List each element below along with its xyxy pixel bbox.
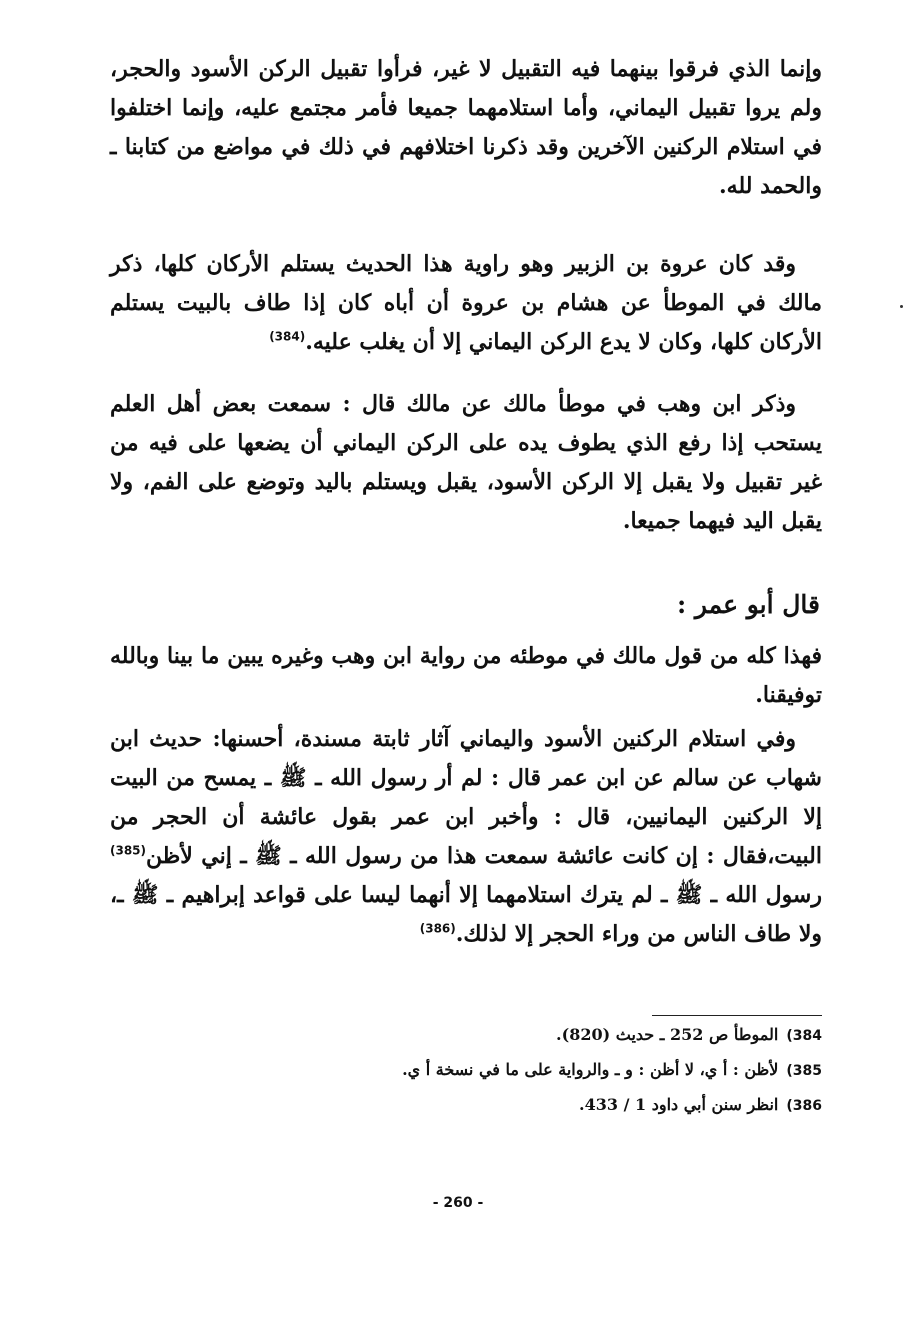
paragraph-2 (110, 245, 822, 362)
section-heading: قال أبو عمر : (676, 590, 820, 619)
paragraph-1 (110, 50, 822, 206)
footnote-384 (200, 1018, 822, 1053)
paragraph-3-text: وذكر ابن وهب في موطأ مالك عن مالك قال : سمعت بعض أهل العلم يستحب إذا رفع الذي يطوف يده على الركن اليماني أن يضعها على فيه من غير تقبيل ولا يقبل إلا الركن الأسود، يقبل ويستلم باليد وتوضع على الفم، ولا يقبل اليد فيهما جميعا. (110, 391, 822, 534)
paragraph-5-part-a: وفي استلام الركنين الأسود واليماني آثار ثابتة مسندة، أحسنها: حديث ابن شهاب عن سالم عن ابن عمر قال : لم أر رسول الله ـ ﷺ ـ يمسح من البيت إلا الركنين اليمانيين، قال : وأخبر ابن عمر بقول عائشة أن الحجر من البيت،فقال : إن كانت عائشة سمعت هذا من رسول الله ـ ﷺ ـ إني لأظن (110, 726, 822, 869)
footnote-text: لأظن : أ ي، لا أظن : و ـ والرواية على ما في نسخة أ ي. (402, 1060, 779, 1079)
footnote-385 (200, 1053, 822, 1088)
paragraph-1-text: وإنما الذي فرقوا بينهما فيه التقبيل لا غير، فرأوا تقبيل الركن الأسود والحجر، ولم يروا تقبيل اليماني، وأما استلامهما جميعا فأمر مجتمع عليه، وإنما اختلفوا في استلام الركنين الآخرين وقد ذكرنا اختلافهم في ذلك في مواضع من كتابنا ـ والحمد لله. (110, 56, 822, 199)
footnotes (200, 1018, 822, 1123)
footnote-divider (652, 1015, 822, 1016)
paragraph-4 (110, 637, 822, 715)
footnote-number: 385) (786, 1063, 822, 1079)
footnote-ref-385: (385) (110, 843, 147, 858)
paragraph-5-text (110, 720, 822, 954)
footnote-386 (200, 1088, 822, 1123)
footnote-number: 384) (786, 1028, 822, 1044)
paragraph-4-text: فهذا كله من قول مالك في موطئه من رواية ابن وهب وغيره يبين ما بينا وبالله توفيقنا. (110, 643, 822, 708)
paragraph-5-part-b: رسول الله ـ ﷺ ـ لم يترك استلامهما إلا أنهما ليسا على قواعد إبراهيم ـ ﷺ ـ، ولا طاف الناس من وراء الحجر إلا لذلك. (110, 882, 822, 947)
footnote-text: انظر سنن أبي داود 1 / 433. (579, 1095, 779, 1114)
paragraph-2-body: وقد كان عروة بن الزبير وهو راوية هذا الحديث يستلم الأركان كلها، ذكر مالك في الموطأ عن هشام بن عروة أن أباه كان إذا طاف بالبيت يستلم الأركان كلها، وكان لا يدع الركن اليماني إلا أن يغلب عليه. (110, 251, 822, 355)
footnote-text: الموطأ ص 252 ـ حديث (820). (556, 1025, 779, 1044)
footnote-ref-384: (384) (269, 329, 306, 344)
paragraph-5 (110, 720, 822, 954)
paragraph-2-text (110, 245, 822, 362)
footnote-number: 386) (786, 1098, 822, 1114)
margin-mark (900, 305, 903, 308)
footnote-ref-386: (386) (419, 921, 456, 936)
paragraph-3 (110, 385, 822, 541)
page-number: - 260 - (432, 1195, 484, 1211)
